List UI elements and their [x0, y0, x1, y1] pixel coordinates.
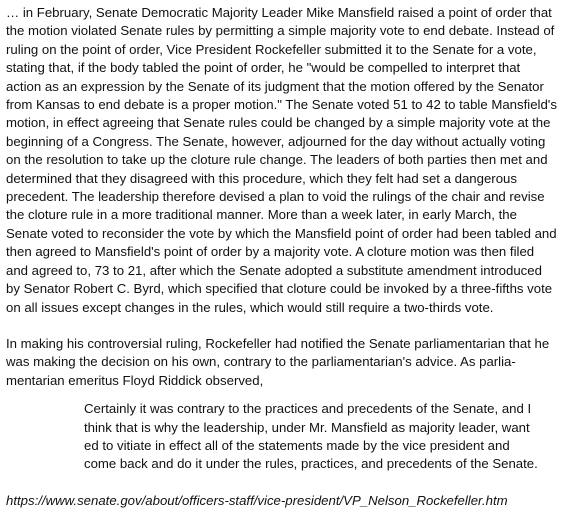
- controversy-paragraph: In making his controversial ruling, Rockefeller had notified the Senate parliamentarian that he was making the decision on his own, contrary to the parliamentarian's advice. As parliamentarian emeritus Floyd Riddick observed,: [6, 335, 550, 388]
- source-url: https://www.senate.gov/about/officers-staff/vice-president/VP_Nelson_Rockefeller.htm: [6, 492, 508, 508]
- history-paragraph: … in February, Senate Democratic Majority Leader Mike Mansfield raised a point of order that the motion violated Senate rules by permitting a simple majority vote to end debate. Instead of ruling on the point of order, Vice President Rockefeller submitted it to the Senate for a vote, stating that, if the body tabled the point of order, he "would be compelled to interpret that action as an expression by the Senate of its judgment that the motion offered by the Senator from Kansas to end debate is a proper motion." The Senate voted 51 to 42 to table Mansfield's motion, in effect agreeing that Senate rules could be changed by a simple majority vote at the beginning of a Congress. The Senate, however, adjourned for the day without actually voting on the resolution to take up the cloture rule change. The leaders of both parties then met and determined that they disagreed with this procedure, which they felt had set a dangerous precedent. The leadership therefore devised a plan to void the rulings of the chair and revise the cloture rule in a more traditional manner. More than a week later, in early March, the Senate voted to reconsider the vote by which the Mansfield point of order had been tabled and then agreed to Mansfield's point of order by a majority vote. A cloture motion was then filed and agreed to, 73 to 21, after which the Senate adopted a substitute amendment introduced by Senator Robert C. Byrd, which specified that cloture could be invoked by a three-fifths vote on all issues except changes in the rules, which would still require a two-thirds vote.: [6, 5, 557, 315]
- block-quote: Certainly it was contrary to the practices and precedents of the Senate, and I think that is why the leadership, under Mr. Mansfield as majority leader, want ed to vitiate in effect all of the statements made by the vice president and come back and do it under the rules, practices, and precedents of the Senate.: [84, 401, 538, 472]
- paragraph-spacer: [6, 317, 558, 335]
